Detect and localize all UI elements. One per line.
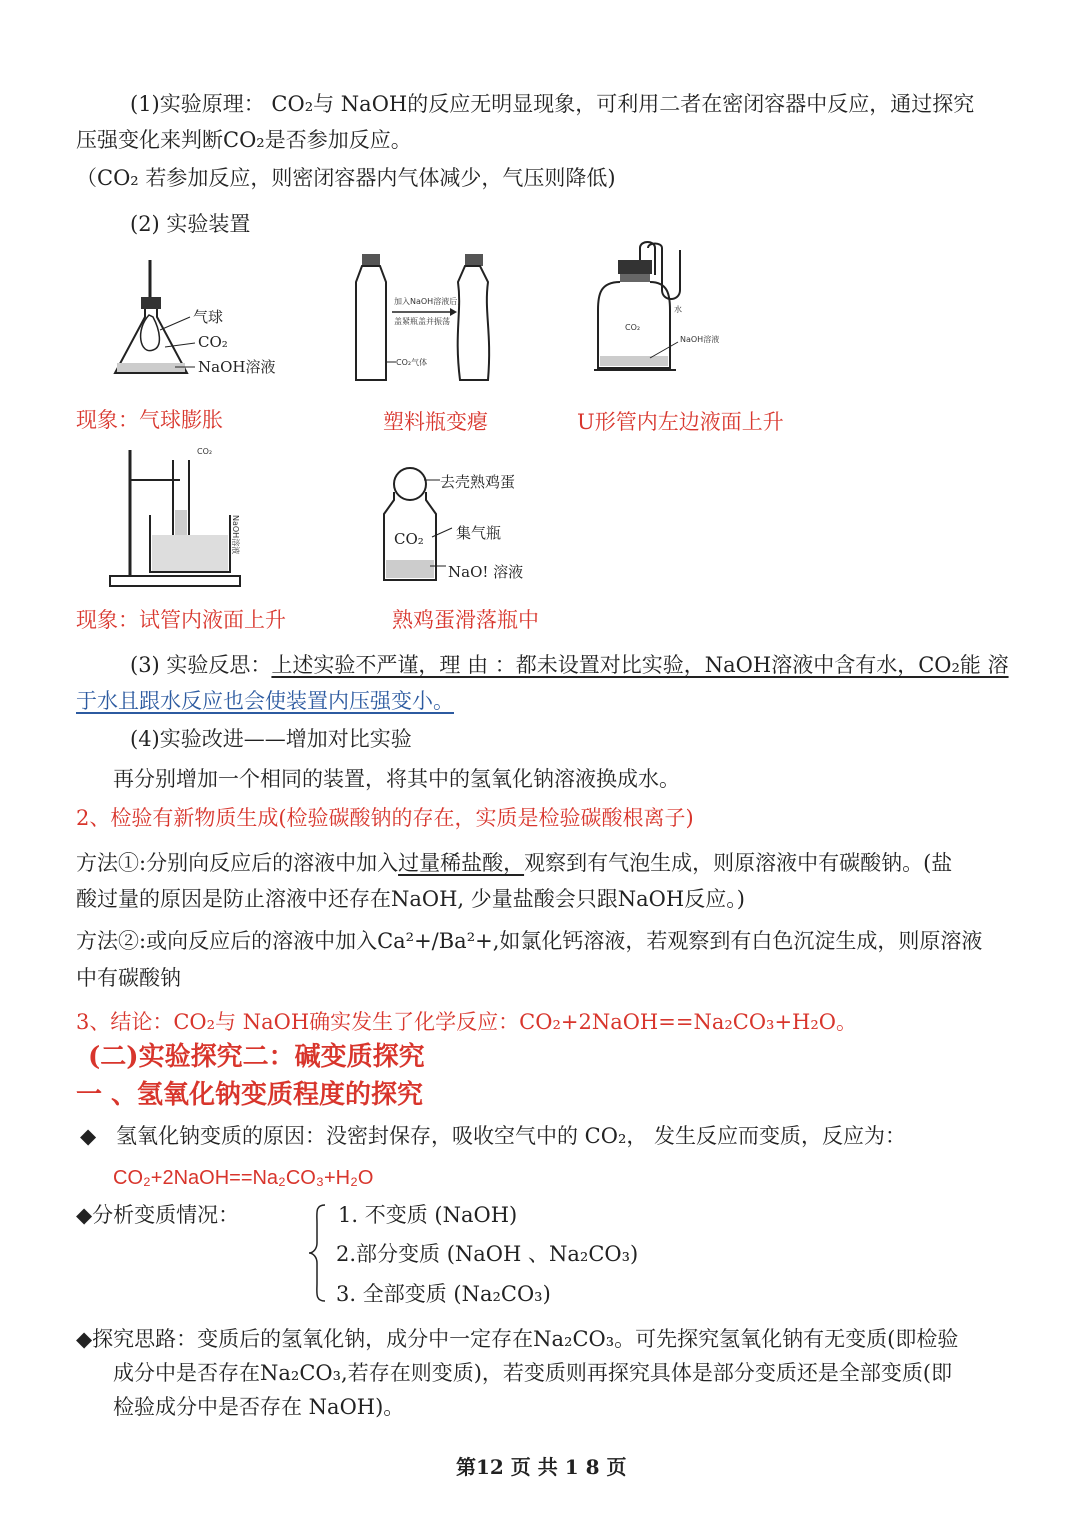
reflection-line-2: 于水且跟水反应也会使装置内压强变小。 (76, 689, 454, 713)
egg-jar-figure (380, 462, 550, 587)
jar-naoh-label: NaOH溶液 (680, 335, 720, 344)
tube-co2-label: CO₂ (197, 447, 213, 456)
diamond-bullet-icon: ◆ (80, 1124, 97, 1148)
approach-line-2: 成分中是否存在Na₂CO₃,若存在则变质)，若变质则再探究具体是部分变质还是全部变质(即 (113, 1361, 953, 1385)
section-2-heading: 2、检验有新物质生成(检验碳酸钠的存在，实质是检验碳酸根离子) (76, 806, 694, 830)
method-1-line-1 (76, 851, 952, 876)
plastic-bottle-figure (350, 252, 500, 387)
flask-balloon-figure (105, 255, 295, 385)
section-3-conclusion: 3、结论：CO₂与 NaOH确实发生了化学反应：CO₂+2NaOH==Na₂CO₃+H₂O。 (76, 1010, 857, 1034)
principle-line-2: 压强变化来判断CO₂是否参加反应。 (76, 128, 412, 152)
approach-line-1: ◆探究思路：变质后的氢氧化钠，成分中一定存在Na₂CO₃。可先探究氢氧化钠有无变质(即检验 (76, 1327, 959, 1351)
page-footer: 第12 页 共 1 8 页 (456, 1455, 627, 1479)
bottle-arrow-text-1: 加入NaOH溶液后, (394, 297, 460, 306)
experiment-2-heading: (二)实验探究二：碱变质探究 (88, 1042, 425, 1072)
case-no-deterioration: 1. 不变质 (NaOH) (338, 1203, 518, 1227)
curly-brace-icon (307, 1203, 327, 1303)
egg-naoh-label: NaO! 溶液 (448, 563, 524, 581)
observation-egg: 熟鸡蛋滑落瓶中 (392, 608, 539, 632)
flask-naoh-label: NaOH溶液 (198, 358, 276, 376)
observation-test-tube: 现象：试管内液面上升 (76, 608, 286, 632)
method-2-line-2: 中有碳酸钠 (76, 966, 181, 990)
bottle-arrow-text-2: 盖紧瓶盖并振荡 (394, 317, 450, 326)
jar-co2-label: CO₂ (625, 323, 641, 332)
method-1-reagent: 过量稀盐酸， (398, 851, 525, 875)
deterioration-reason: 氢氧化钠变质的原因：没密封保存，吸收空气中的 CO₂， 发生反应而变质，反应为： (116, 1124, 907, 1148)
degree-heading: 一 、氢氧化钠变质程度的探究 (76, 1080, 424, 1110)
bottle-co2-label: CO₂气体 (396, 358, 428, 367)
observation-bottle: 塑料瓶变瘪 (383, 410, 488, 434)
principle-note: （CO₂ 若参加反应，则密闭容器内气体减少，气压则降低) (76, 166, 616, 190)
reaction-equation: CO₂+2NaOH==Na₂CO₃+H₂O (113, 1167, 374, 1189)
egg-co2-label: CO₂ (394, 530, 424, 548)
approach-line-3: 检验成分中是否存在 NaOH)。 (113, 1395, 405, 1419)
observation-balloon: 现象：气球膨胀 (76, 408, 223, 432)
egg-label: 去壳熟鸡蛋 (440, 473, 516, 491)
tube-naoh-label: NaOH溶液 (231, 515, 240, 555)
method-1-line-2: 酸过量的原因是防止溶液中还存在NaOH, 少量盐酸会只跟NaOH反应。) (76, 887, 745, 911)
analysis-heading: ◆分析变质情况： (76, 1203, 240, 1227)
improvement-text: 再分别增加一个相同的装置，将其中的氢氧化钠溶液换成水。 (113, 767, 680, 791)
reflection-reason: 上述实验不严谨，理 由 ：都未设置对比实验，NaOH溶液中含有水，CO₂能 溶 (271, 653, 1009, 677)
method-1-suffix: 观察到有气泡生成，则原溶液中有碳酸钠。(盐 (524, 851, 953, 875)
u-tube-jar-figure (590, 240, 760, 380)
flask-balloon-label: 气球 (193, 308, 224, 326)
apparatus-heading: (2) 实验装置 (130, 212, 251, 236)
case-partial-deterioration: 2.部分变质 (NaOH 、Na₂CO₃) (336, 1242, 639, 1266)
case-full-deterioration: 3. 全部变质 (Na₂CO₃) (336, 1282, 551, 1306)
method-1-prefix: 方法①:分别向反应后的溶液中加入 (76, 851, 399, 875)
flask-co2-label: CO₂ (198, 333, 228, 351)
jar-water-label: 水 (674, 305, 682, 314)
reflection-heading: (3) 实验反思： (130, 653, 272, 677)
test-tube-beaker-figure (105, 440, 245, 590)
egg-jar-label: 集气瓶 (456, 524, 502, 542)
principle-line-1: (1)实验原理： CO₂与 NaOH的反应无明显现象，可利用二者在密闭容器中反应，通过探究 (130, 92, 975, 116)
reflection-line-1 (130, 653, 1009, 678)
improvement-heading: (4)实验改进——增加对比实验 (130, 727, 412, 751)
observation-u-tube: U形管内左边液面上升 (577, 410, 784, 434)
method-2-line-1: 方法②:或向反应后的溶液中加入Ca²+/Ba²+,如氯化钙溶液，若观察到有白色沉淀生成，则原溶液 (76, 929, 983, 953)
